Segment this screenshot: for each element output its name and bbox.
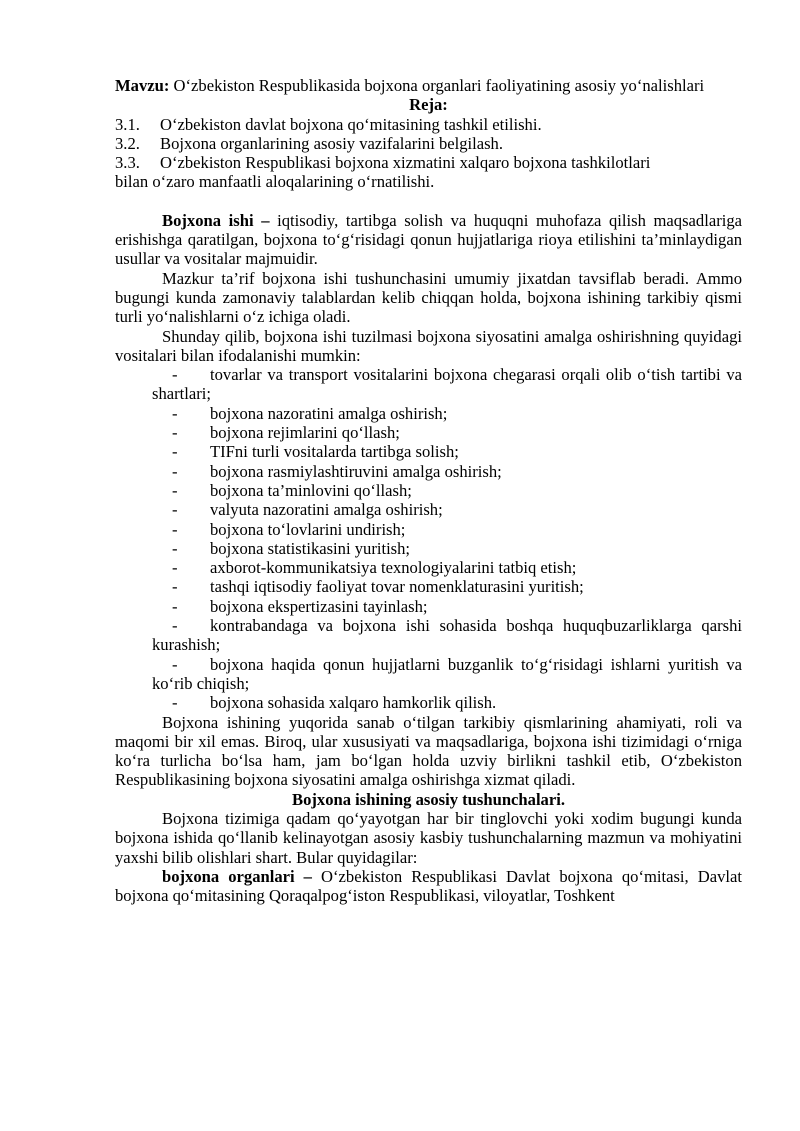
plan-item xyxy=(115,134,742,153)
paragraph-3: Shunday qilib, bojxona ishi tuzilmasi bojxona siyosatini amalga oshirishning quyidagi vositalari bilan ifodalanishi mumkin: xyxy=(115,326,742,365)
list-item xyxy=(115,693,742,712)
bullet-list xyxy=(115,365,742,712)
list-item-text: bojxona statistikasini yuritish; xyxy=(210,538,411,558)
list-item-text: bojxona to‘lovlarini undirish; xyxy=(210,519,406,539)
list-item-text: bojxona sohasida xalqaro hamkorlik qilish. xyxy=(210,693,497,713)
dash-marker: - xyxy=(172,500,178,520)
paragraph-2: Mazkur ta’rif bojxona ishi tushunchasini umumiy jixatdan tavsiflab beradi. Ammo bugungi kunda zamonaviy talablardan kelib chiqqan holda, bojxona ishining tarkibiy qismi turli yo‘nalishlarni o‘z ichiga oladi. xyxy=(115,268,742,327)
dash-marker: - xyxy=(172,461,178,481)
dash-marker: - xyxy=(172,480,178,500)
list-item-text: bojxona ekspertizasini tayinlash; xyxy=(210,596,428,616)
plan-title: Reja: xyxy=(409,95,448,115)
dash-marker: - xyxy=(172,403,178,423)
dash-marker: - xyxy=(172,442,178,462)
plan-item-text: O‘zbekiston Respublikasi bojxona xizmatini xalqaro bojxona tashkilotlari xyxy=(160,153,651,173)
dash-marker: - xyxy=(172,423,178,443)
list-item-text: tashqi iqtisodiy faoliyat tovar nomenklaturasini yuritish; xyxy=(210,577,584,597)
topic-line xyxy=(115,76,742,95)
organs-paragraph xyxy=(115,867,742,906)
paragraph-4: Bojxona ishining yuqorida sanab o‘tilgan tarkibiy qismlarining ahamiyati, roli va maqomi bir xil emas. Biroq, ular xususiyati va maqsadlariga, bojxona ishi tizimidagi o‘rniga ko‘ra turlicha bo‘lsa ham, jam bo‘lgan holda uzviy birlikni tashkil etib, O‘zbekiston Respublikasining bojxona siyosatini amalga oshirishga xizmat qiladi. xyxy=(115,712,742,790)
plan-item-text: O‘zbekiston davlat bojxona qo‘mitasining tashkil etilishi. xyxy=(160,114,542,134)
list-item xyxy=(115,539,742,558)
plan-item-number: 3.3. xyxy=(115,153,140,173)
list-item-text: axborot-kommunikatsiya texnologiyalarini tatbiq etish; xyxy=(210,558,577,578)
list-item xyxy=(115,404,742,423)
list-item-text: bojxona nazoratini amalga oshirish; xyxy=(210,403,448,423)
definition-paragraph xyxy=(115,211,742,269)
organs-text: O‘zbekiston Respublikasi Davlat bojxona qo‘mitasi, Davlat bojxona qo‘mitasining Qoraqalpog‘iston Respublikasi, viloyatlar, Toshkent xyxy=(115,866,742,906)
list-item-text: bojxona haqida qonun hujjatlarni buzganlik to‘g‘risidagi ishlarni yuritish va ko‘rib chiqish; xyxy=(152,654,742,693)
list-item-text: bojxona ta’minlovini qo‘llash; xyxy=(210,480,412,500)
list-item-text: kontrabandaga va bojxona ishi sohasida boshqa huquqbuzarliklarga qarshi kurashish; xyxy=(152,616,742,655)
organs-term: bojxona organlari – xyxy=(162,866,322,886)
list-item-text: tovarlar va transport vositalarini bojxona chegarasi orqali olib o‘tish tartibi va shartlari; xyxy=(152,365,742,404)
definition-term: Bojxona ishi – xyxy=(162,210,278,230)
plan-list xyxy=(115,115,742,192)
list-item xyxy=(115,500,742,519)
dash-marker: - xyxy=(172,558,178,578)
paragraph-5: Bojxona tizimiga qadam qo‘yayotgan har bir tinglovchi yoki xodim bugungi kunda bojxona ishida qo‘llanib kelinayotgan asosiy kasbiy tushunchalarning mazmun va mohiyatini yaxshi bilib olishlari shart. Bular quyidagilar: xyxy=(115,808,742,867)
list-item-text: valyuta nazoratini amalga oshirish; xyxy=(210,500,443,520)
document-page xyxy=(115,76,742,905)
dash-marker: - xyxy=(172,654,178,674)
dash-marker: - xyxy=(172,577,178,597)
plan-item xyxy=(115,153,742,172)
dash-marker: - xyxy=(172,538,178,558)
list-item xyxy=(115,462,742,481)
dash-marker: - xyxy=(172,519,178,539)
list-item xyxy=(115,616,742,655)
plan-item-continuation: bilan o‘zaro manfaatli aloqalarining o‘rnatilishi. xyxy=(115,172,435,192)
dash-marker: - xyxy=(172,693,178,713)
list-item xyxy=(115,597,742,616)
list-item-text: bojxona rasmiylashtiruvini amalga oshirish; xyxy=(210,461,502,481)
dash-marker: - xyxy=(172,616,178,636)
list-item xyxy=(115,655,742,694)
list-item xyxy=(115,365,742,404)
topic-text: O‘zbekiston Respublikasida bojxona organlari faoliyatining asosiy yo‘nalishlari xyxy=(169,76,705,95)
list-item xyxy=(115,577,742,596)
dash-marker: - xyxy=(172,596,178,616)
list-item xyxy=(115,558,742,577)
list-item xyxy=(115,520,742,539)
definition-text: iqtisodiy, tartibga solish va huquqni muhofaza qilish maqsadlariga erishishga qaratilgan, bojxona to‘g‘risidagi qonun hujjatlariga rioya etilishini ta’minlaydigan usullar va vositalar majmuidir. xyxy=(115,210,742,269)
spacer xyxy=(115,192,742,211)
plan-item xyxy=(115,115,742,134)
list-item-text: TIFni turli vositalarda tartibga solish; xyxy=(210,442,459,462)
plan-item-text: Bojxona organlarining asosiy vazifalarini belgilash. xyxy=(160,133,504,153)
dash-marker: - xyxy=(172,365,178,385)
list-item xyxy=(115,442,742,461)
list-item-text: bojxona rejimlarini qo‘llash; xyxy=(210,423,400,443)
plan-item-number: 3.2. xyxy=(115,133,140,153)
list-item xyxy=(115,481,742,500)
plan-item-number: 3.1. xyxy=(115,114,140,134)
list-item xyxy=(115,423,742,442)
section-heading: Bojxona ishining asosiy tushunchalari. xyxy=(292,789,565,809)
topic-label: Mavzu: xyxy=(115,76,170,95)
